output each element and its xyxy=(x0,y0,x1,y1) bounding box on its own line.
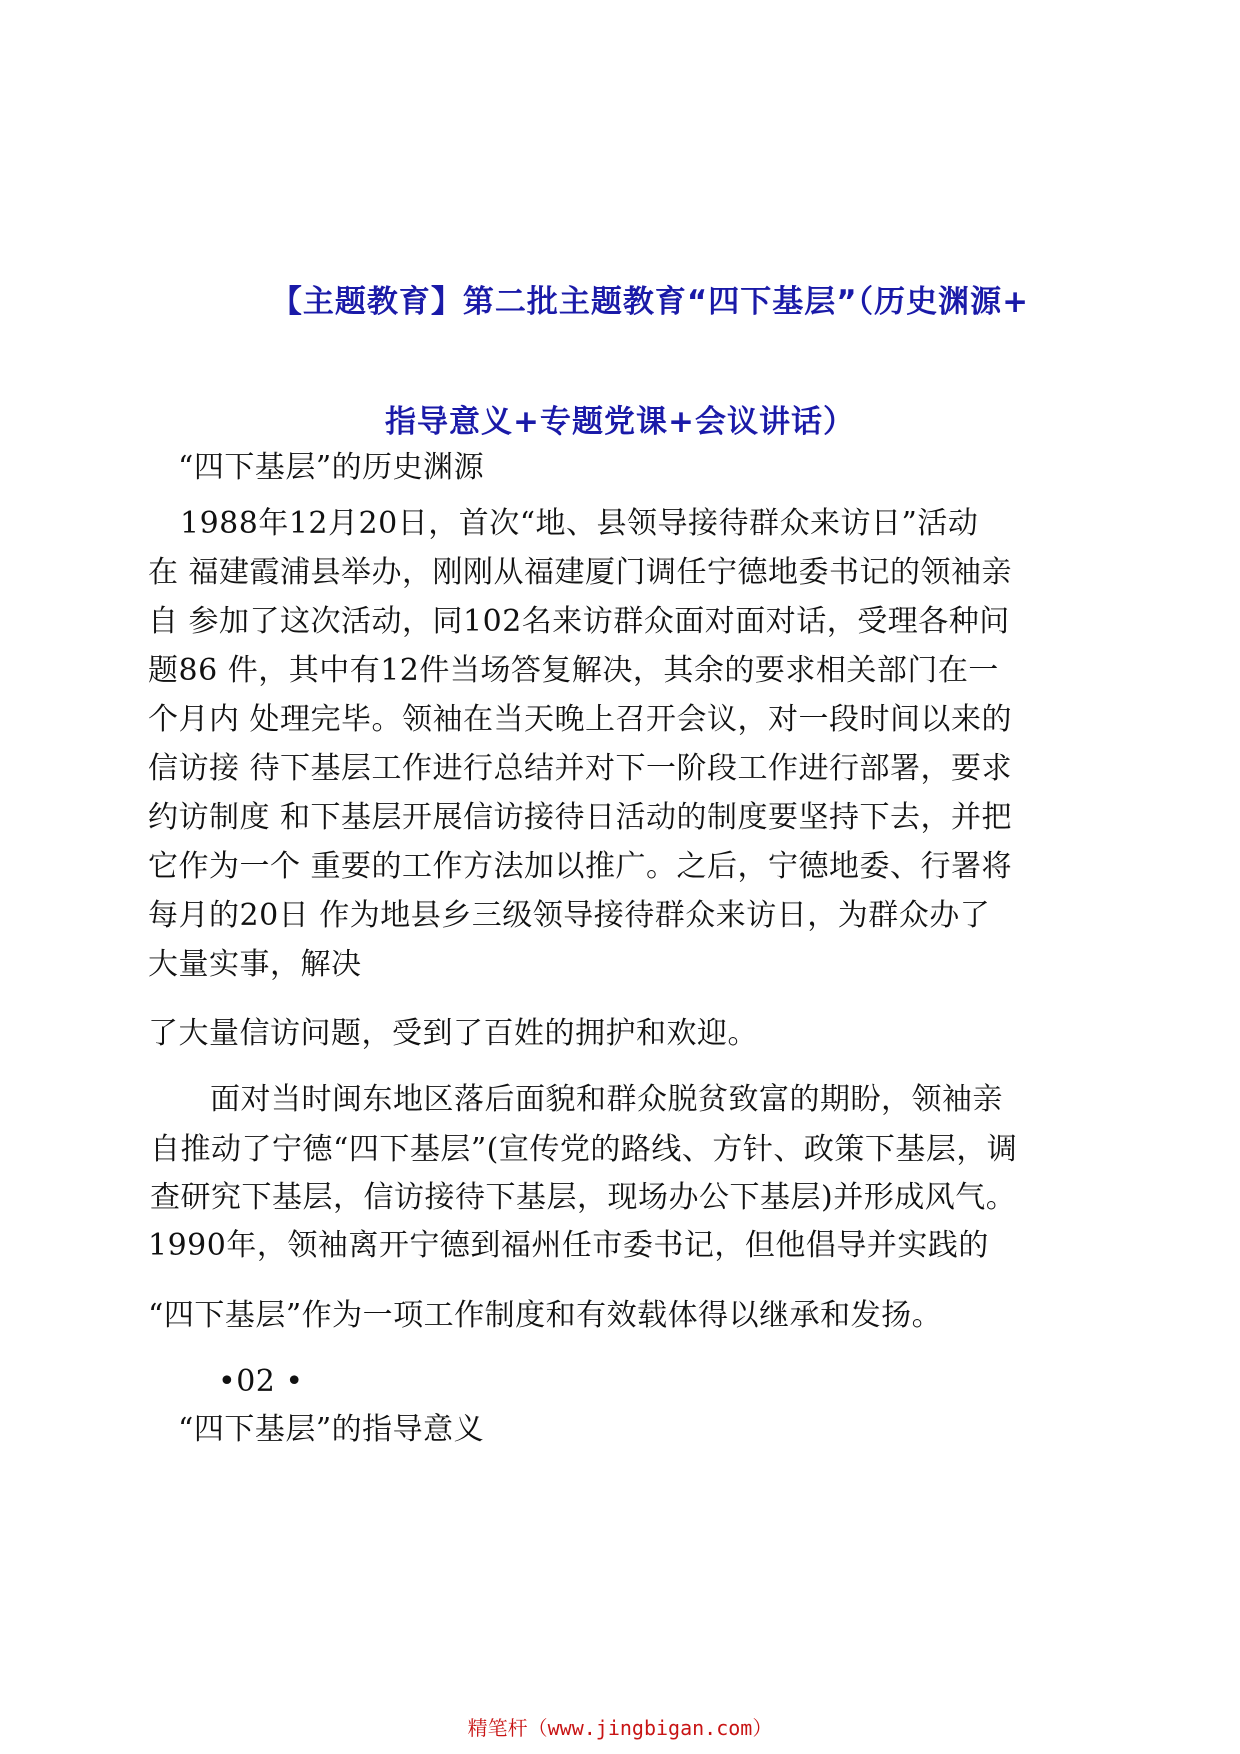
paragraph-line: 大量实事，解决 xyxy=(148,947,362,982)
paragraph-line: 它作为一个 重要的工作方法加以推广。之后，宁德地委、行署将 xyxy=(148,849,1013,884)
section-heading-guidance: “四下基层”的指导意义 xyxy=(178,1412,485,1447)
section-number-marker: •02 • xyxy=(218,1364,304,1399)
paragraph-line: 自 参加了这次活动，同102名来访群众面对面对话，受理各种问 xyxy=(148,604,1010,639)
section-heading-history: “四下基层”的历史渊源 xyxy=(178,450,485,485)
paragraph-line: 信访接 待下基层工作进行总结并对下一阶段工作进行部署，要求 xyxy=(148,751,1013,786)
paragraph-guidance-end: “四下基层”作为一项工作制度和有效载体得以继承和发扬。 xyxy=(148,1298,943,1333)
footer-watermark: 精笔杆（www.jingbigan.com） xyxy=(467,1716,773,1740)
paragraph-line: 约访制度 和下基层开展信访接待日活动的制度要坚持下去，并把 xyxy=(148,800,1013,835)
paragraph-line: 题86 件，其中有12件当场答复解决，其余的要求相关部门在一 xyxy=(148,653,999,688)
document-title-line-1: 【主题教育】第二批主题教育“四下基层”（历史渊源+ xyxy=(270,284,1030,320)
paragraph-line: 查研究下基层，信访接待下基层，现场办公下基层)并形成风气。 xyxy=(150,1180,1017,1215)
document-title-line-2: 指导意义+专题党课+会议讲话） xyxy=(385,404,855,440)
paragraph-line: 1990年，领袖离开宁德到福州任市委书记，但他倡导并实践的 xyxy=(148,1228,989,1263)
paragraph-line: 自推动了宁德“四下基层”(宣传党的路线、方针、政策下基层，调 xyxy=(150,1132,1018,1167)
paragraph-line: 1988年12月20日，首次“地、县领导接待群众来访日”活动 xyxy=(180,506,979,541)
paragraph-line: 每月的20日 作为地县乡三级领导接待群众来访日，为群众办了 xyxy=(148,898,991,933)
paragraph-line: 面对当时闽东地区落后面貌和群众脱贫致富的期盼，领袖亲 xyxy=(210,1082,1003,1117)
paragraph-line: 在 福建霞浦县举办，刚刚从福建厦门调任宁德地委书记的领袖亲 xyxy=(148,555,1013,590)
paragraph-history-end: 了大量信访问题，受到了百姓的拥护和欢迎。 xyxy=(148,1016,758,1051)
paragraph-line: 个月内 处理完毕。领袖在当天晚上召开会议，对一段时间以来的 xyxy=(148,702,1013,737)
